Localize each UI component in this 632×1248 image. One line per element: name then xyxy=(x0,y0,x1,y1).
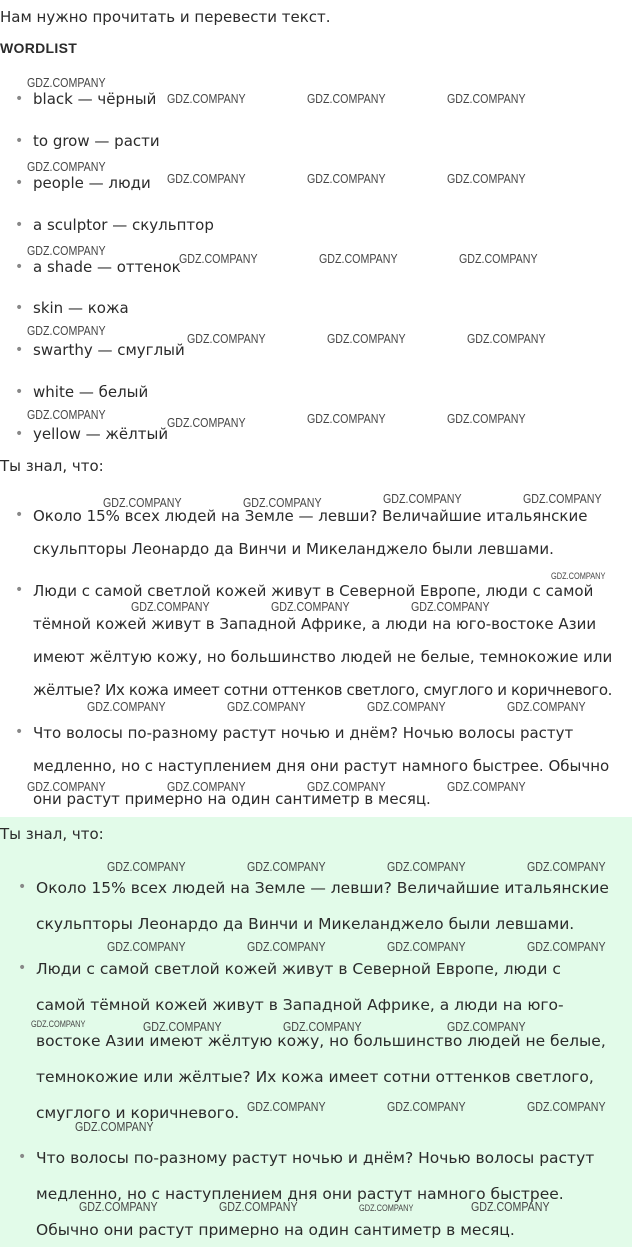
fact-line: Что волосы по-разному растут ночью и днём? Ночью волосы растут xyxy=(36,1149,595,1167)
watermark: GDZ.COMPANY xyxy=(447,91,526,106)
watermark: GDZ.COMPANY xyxy=(243,495,322,510)
watermark: GDZ.COMPANY xyxy=(247,1099,326,1114)
watermark: GDZ.COMPANY xyxy=(131,599,210,614)
green-facts-title: Ты знал, что: xyxy=(0,825,104,843)
watermark: GDZ.COMPANY xyxy=(527,859,606,874)
watermark: GDZ.COMPANY xyxy=(411,599,490,614)
wordlist-heading: WORDLIST xyxy=(0,40,78,56)
watermark: GDZ.COMPANY xyxy=(459,251,538,266)
fact-line: востоке Азии имеют жёлтую кожу, но большинство людей не белые, xyxy=(36,1032,606,1050)
fact-line: они растут примерно на один сантиметр в месяц. xyxy=(33,790,431,808)
watermark: GDZ.COMPANY xyxy=(107,939,186,954)
watermark: GDZ.COMPANY xyxy=(167,415,246,430)
watermark: GDZ.COMPANY xyxy=(307,171,386,186)
fact-line: скульпторы Леонардо да Винчи и Микеланджело были левшами. xyxy=(36,915,575,933)
bullet-icon: • xyxy=(18,879,27,895)
watermark: GDZ.COMPANY xyxy=(75,1119,154,1134)
bullet-icon: • xyxy=(15,724,24,740)
bullet-icon: • xyxy=(15,175,24,191)
watermark: GDZ.COMPANY xyxy=(307,779,386,794)
watermark: GDZ.COMPANY xyxy=(527,939,606,954)
watermark: GDZ.COMPANY xyxy=(27,407,106,422)
bullet-icon: • xyxy=(15,582,24,598)
watermark: GDZ.COMPANY xyxy=(179,251,258,266)
watermark: GDZ.COMPANY xyxy=(447,1019,526,1034)
fact-line: Обычно они растут примерно на один сантиметр в месяц. xyxy=(36,1221,515,1239)
watermark: GDZ.COMPANY xyxy=(327,331,406,346)
facts-title: Ты знал, что: xyxy=(0,457,104,475)
watermark: GDZ.COMPANY xyxy=(307,91,386,106)
watermark: GDZ.COMPANY xyxy=(367,699,446,714)
watermark: GDZ.COMPANY xyxy=(359,1203,414,1213)
intro-text: Нам нужно прочитать и перевести текст. xyxy=(0,8,331,26)
watermark: GDZ.COMPANY xyxy=(387,1099,466,1114)
watermark: GDZ.COMPANY xyxy=(447,779,526,794)
watermark: GDZ.COMPANY xyxy=(247,859,326,874)
watermark: GDZ.COMPANY xyxy=(467,331,546,346)
watermark: GDZ.COMPANY xyxy=(447,171,526,186)
bullet-icon: • xyxy=(15,133,24,149)
fact-line: самой тёмной кожей живут в Западной Африке, а люди на юго- xyxy=(36,996,564,1014)
watermark: GDZ.COMPANY xyxy=(387,939,466,954)
watermark: GDZ.COMPANY xyxy=(107,859,186,874)
fact-line: Около 15% всех людей на Земле — левши? Величайшие итальянские xyxy=(36,879,609,897)
watermark: GDZ.COMPANY xyxy=(319,251,398,266)
bullet-icon: • xyxy=(15,300,24,316)
watermark: GDZ.COMPANY xyxy=(447,411,526,426)
watermark: GDZ.COMPANY xyxy=(227,699,306,714)
watermark: GDZ.COMPANY xyxy=(167,91,246,106)
fact-line: имеют жёлтую кожу, но большинство людей не белые, темнокожие или xyxy=(33,648,613,666)
watermark: GDZ.COMPANY xyxy=(31,1019,86,1029)
watermark: GDZ.COMPANY xyxy=(219,1199,298,1214)
fact-line: Около 15% всех людей на Земле — левши? Величайшие итальянские xyxy=(33,507,588,525)
watermark: GDZ.COMPANY xyxy=(387,859,466,874)
watermark: GDZ.COMPANY xyxy=(27,75,106,90)
bullet-icon: • xyxy=(15,426,24,442)
watermark: GDZ.COMPANY xyxy=(247,939,326,954)
bullet-icon: • xyxy=(18,960,27,976)
watermark: GDZ.COMPANY xyxy=(187,331,266,346)
watermark: GDZ.COMPANY xyxy=(383,491,462,506)
bullet-icon: • xyxy=(15,259,24,275)
watermark: GDZ.COMPANY xyxy=(283,1019,362,1034)
watermark: GDZ.COMPANY xyxy=(167,779,246,794)
watermark: GDZ.COMPANY xyxy=(307,411,386,426)
fact-line: смуглого и коричневого. xyxy=(36,1104,240,1122)
watermark: GDZ.COMPANY xyxy=(271,599,350,614)
bullet-icon: • xyxy=(15,384,24,400)
watermark: GDZ.COMPANY xyxy=(27,243,106,258)
fact-line: тёмной кожей живут в Западной Африке, а люди на юго-востоке Азии xyxy=(33,615,597,633)
fact-line: темнокожие или жёлтые? Их кожа имеет сотни оттенков светлого, xyxy=(36,1068,594,1086)
fact-line: медленно, но с наступлением дня они растут намного быстрее. Обычно xyxy=(33,757,610,775)
watermark: GDZ.COMPANY xyxy=(27,159,106,174)
bullet-icon: • xyxy=(18,1149,27,1165)
fact-line: Люди с самой светлой кожей живут в Северной Европе, люди с самой xyxy=(33,582,594,600)
watermark: GDZ.COMPANY xyxy=(103,495,182,510)
bullet-icon: • xyxy=(15,91,24,107)
watermark: GDZ.COMPANY xyxy=(507,699,586,714)
watermark: GDZ.COMPANY xyxy=(87,699,166,714)
watermark: GDZ.COMPANY xyxy=(27,779,106,794)
watermark: GDZ.COMPANY xyxy=(471,1199,550,1214)
bullet-icon: • xyxy=(15,507,24,523)
watermark: GDZ.COMPANY xyxy=(551,571,606,581)
watermark: GDZ.COMPANY xyxy=(167,171,246,186)
watermark: GDZ.COMPANY xyxy=(143,1019,222,1034)
fact-line: Люди с самой светлой кожей живут в Северной Европе, люди с xyxy=(36,960,561,978)
fact-line: медленно, но с наступлением дня они растут намного быстрее. xyxy=(36,1185,564,1203)
fact-line: скульпторы Леонардо да Винчи и Микеланджело были левшами. xyxy=(33,540,554,558)
watermark: GDZ.COMPANY xyxy=(27,323,106,338)
fact-line: жёлтые? Их кожа имеет сотни оттенков светлого, смуглого и коричневого. xyxy=(33,681,613,699)
bullet-icon: • xyxy=(15,342,24,358)
watermark: GDZ.COMPANY xyxy=(527,1099,606,1114)
watermark: GDZ.COMPANY xyxy=(523,491,602,506)
fact-line: Что волосы по-разному растут ночью и днём? Ночью волосы растут xyxy=(33,724,574,742)
bullet-icon: • xyxy=(15,217,24,233)
watermark: GDZ.COMPANY xyxy=(79,1199,158,1214)
